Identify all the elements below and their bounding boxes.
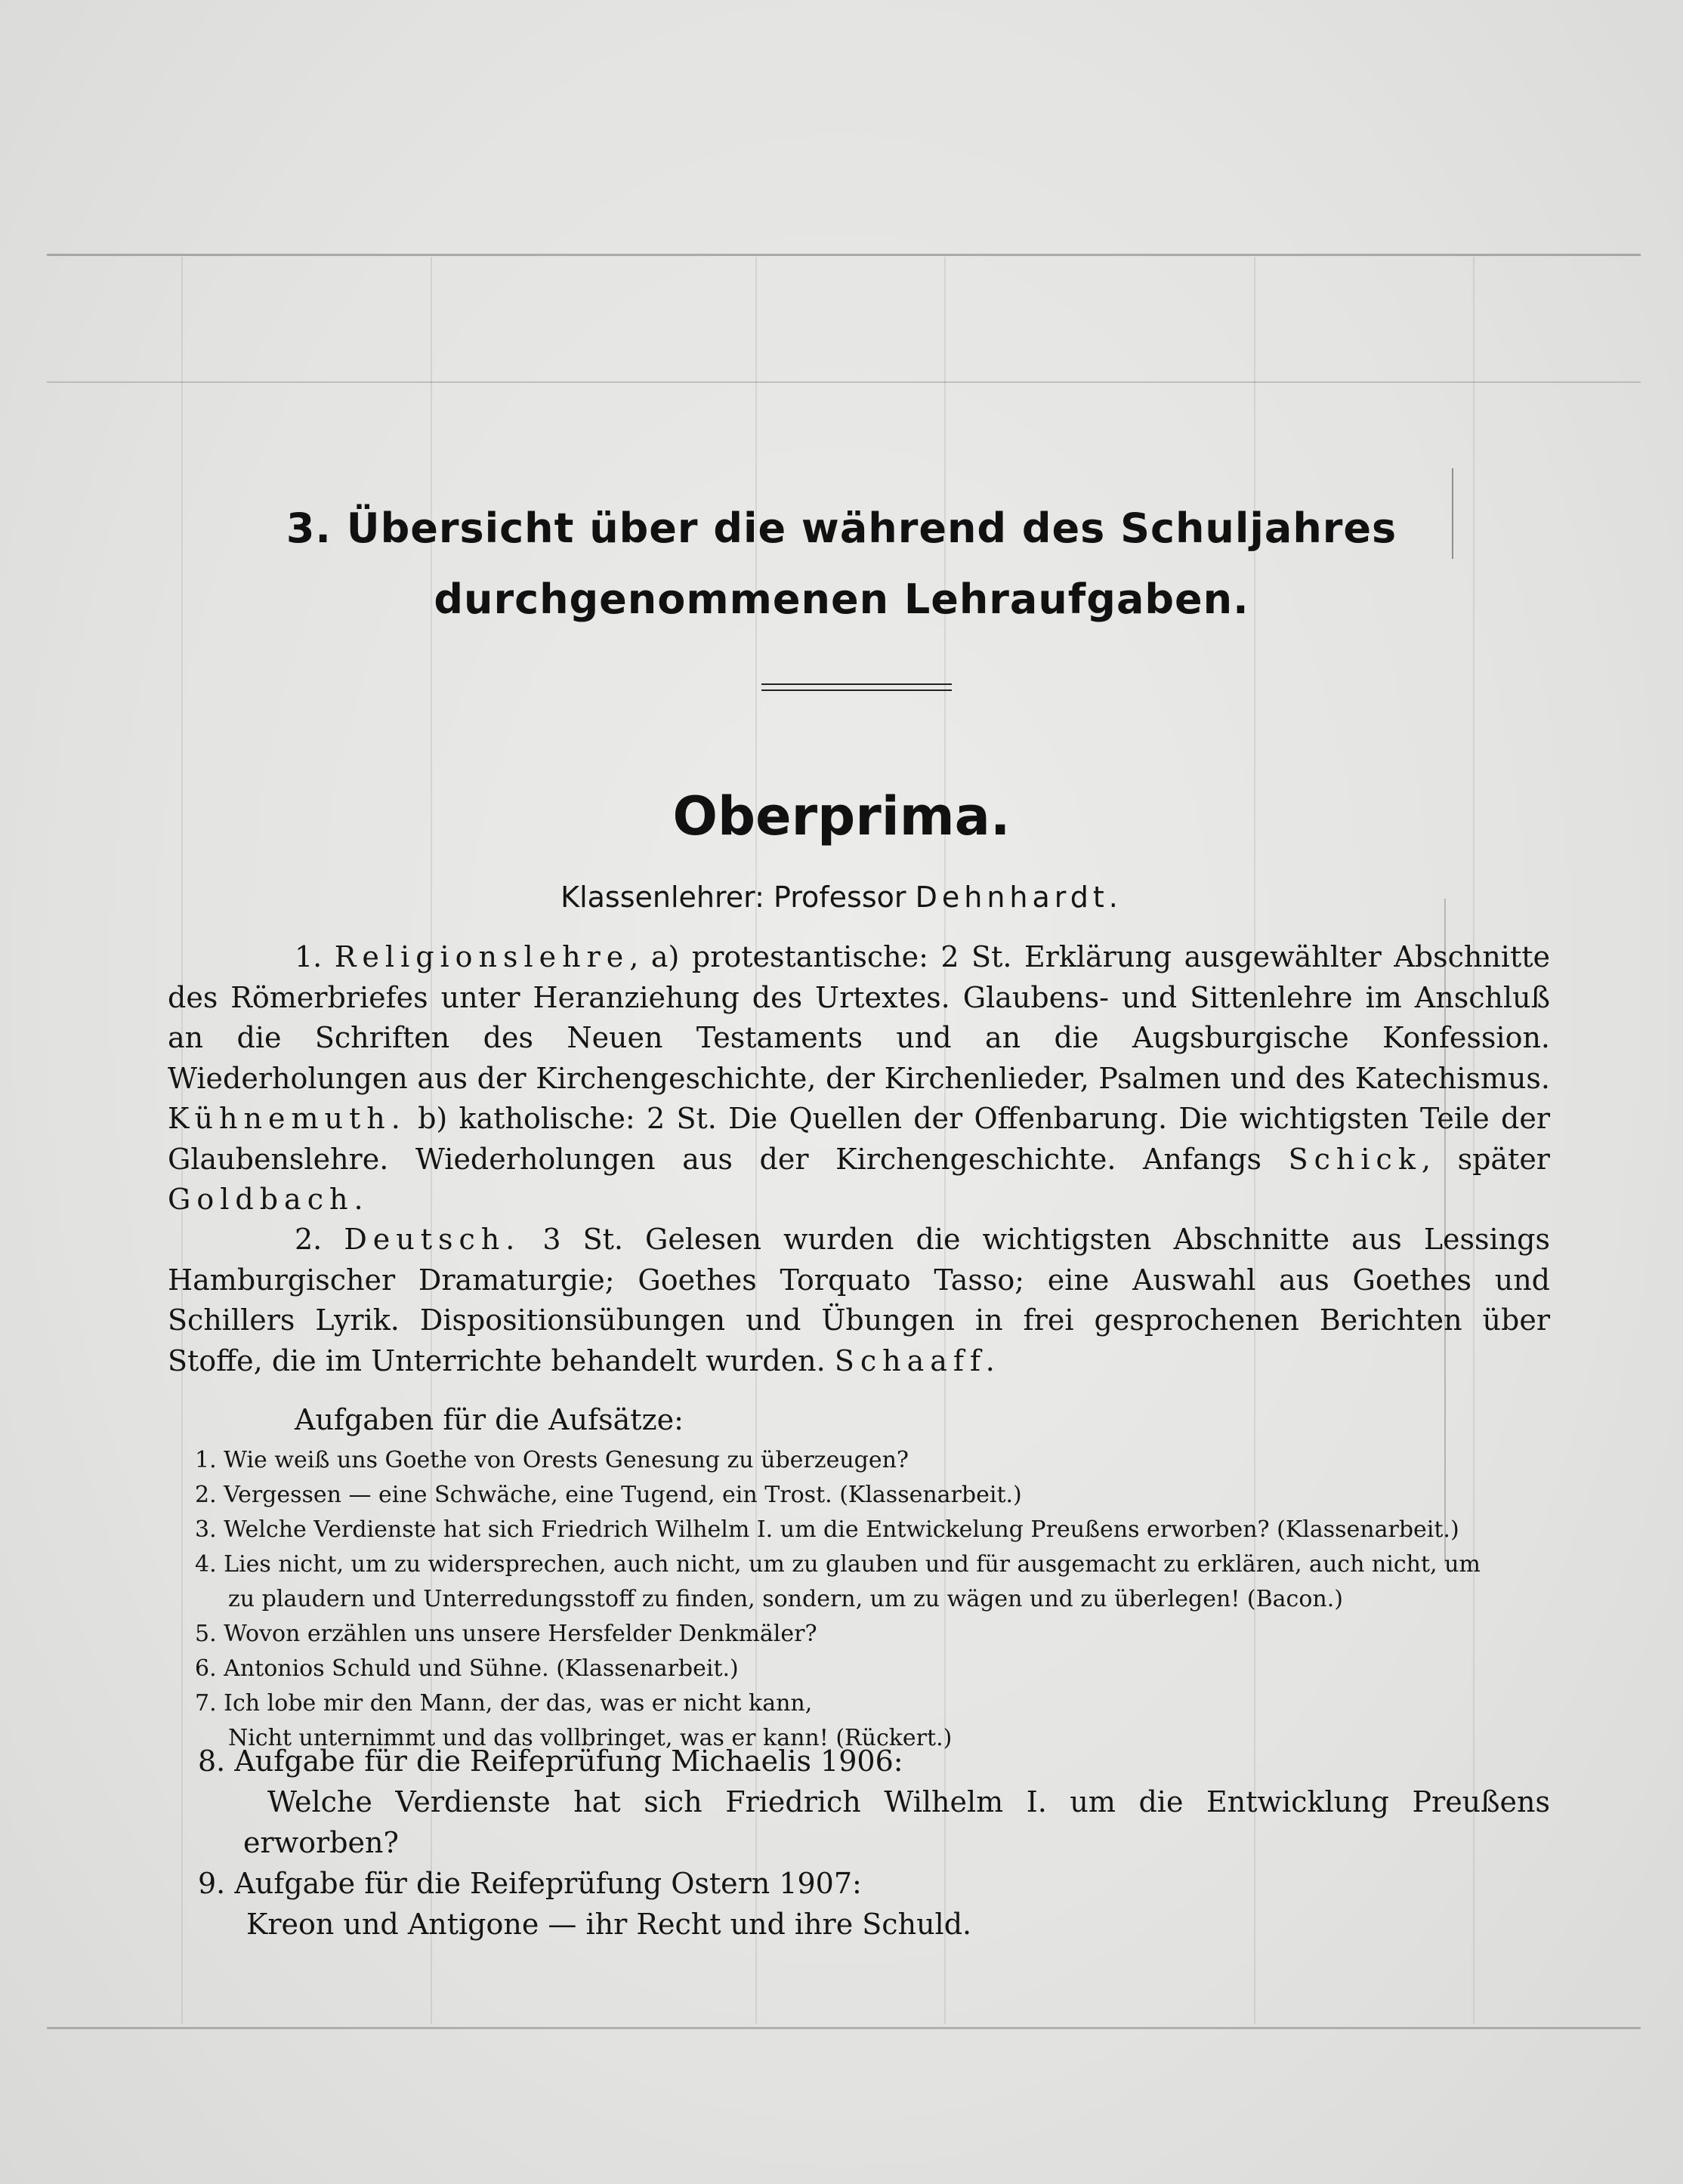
deutsch-subject: Deutsch. [344,1223,521,1256]
religion-teacher-protestant: Kühnemuth. [168,1102,406,1135]
essay-topic: 6. Antonios Schuld und Sühne. (Klassenarbeit.) [195,1655,739,1682]
section-divider [761,683,952,691]
religion-subject: Religionslehre [334,940,630,973]
essay-topic: 1. Wie weiß uns Goethe von Orests Genesung zu überzeugen? [195,1447,909,1473]
religion-teacher-catholic-later: Goldbach. [168,1183,369,1216]
exam-topic-ostern [198,1863,1550,1945]
bleed-through-rule-bottom [47,2027,1641,2029]
bleed-through-rule-header [47,381,1641,383]
deutsch-number: 2. [295,1223,323,1256]
bleed-through-rule-top [47,254,1641,256]
essay-topic: 3. Welche Verdienste hat sich Friedrich Wilhelm I. um die Entwickelung Preußens erworben? (Klassenarbeit.) [195,1516,1459,1543]
exam-topic-text: Welche Verdienste hat sich Friedrich Wilhelm I. um die Entwicklung Preußens [267,1785,1550,1818]
religion-text-later: , später [1421,1142,1550,1176]
section-title-continued: durchgenommenen Lehraufgaben. [434,575,1249,623]
exam-topic-text-continued: erworben? [243,1826,399,1859]
essay-topic: 2. Vergessen — eine Schwäche, eine Tugend, ein Trost. (Klassenarbeit.) [195,1482,1022,1508]
paragraph-religion [168,937,1550,1220]
essay-topic: 7. Ich lobe mir den Mann, der das, was er nicht kann, [195,1690,813,1717]
deutsch-teacher: Schaaff. [834,1343,1001,1377]
section-title: 3. Übersicht über die während des Schuljahres [286,504,1397,552]
exam-topic-text: Kreon und Antigone — ihr Recht und ihre Schuld. [246,1908,972,1941]
essay-topic-list [195,1443,1555,1756]
exam-heading: 8. Aufgabe für die Reifeprüfung Michaelis 1906: [198,1744,903,1778]
essays-label: Aufgaben für die Aufsätze: [295,1403,684,1436]
religion-number: 1. [295,940,323,973]
religion-text-protestant: , a) protestantische: 2 St. Erklärung ausgewählter Abschnitte des Römerbriefes unter Heranziehung des Urtextes. Glaubens- und Sittenlehre im Anschluß an die Schriften des Neuen Testaments und an die Augsburgische Konfession. Wiederholungen aus der Kirchengeschichte, der Kirchenlieder, Psalmen und des Katechismus. [168,940,1550,1095]
essay-topic-continued: zu plaudern und Unterredungsstoff zu finden, sondern, um zu wägen und zu überlegen! (Bacon.) [228,1586,1343,1612]
exam-heading: 9. Aufgabe für die Reifeprüfung Ostern 1907: [198,1867,862,1900]
essay-topic: 5. Wovon erzählen uns unsere Hersfelder Denkmäler? [195,1621,817,1647]
class-teacher-name: Dehnhardt. [915,881,1123,914]
paragraph-deutsch [168,1220,1550,1381]
class-teacher-label: Klassenlehrer: Professor [560,881,906,914]
essay-topic-continued: Nicht unternimmt und das vollbringet, was er kann! (Rückert.) [228,1725,953,1751]
religion-text-catholic: b) katholische: 2 St. Die Quellen der Offenbarung. Die wichtigsten Teile der Glaubenslehre. Wiederholungen aus der Kirchengeschichte. Anfangs [168,1102,1550,1176]
exam-topic-michaelis [198,1741,1550,1863]
religion-teacher-catholic-first: Schick [1288,1142,1422,1176]
class-teacher-line [0,881,1683,914]
essay-topic: 4. Lies nicht, um zu widersprechen, auch nicht, um zu glauben und für ausgemacht zu erklären, auch nicht, um [195,1551,1481,1578]
deutsch-text: 3 St. Gelesen wurden die wichtigsten Abschnitte aus Lessings Hamburgischer Dramaturgie; Goethes Torquato Tasso; eine Auswahl aus Goethes und Schillers Lyrik. Dispositionsübungen und Übungen in frei gesprochenen Berichten über Stoffe, die im Unterrichte behandelt wurden. [168,1223,1550,1377]
class-title: Oberprima. [672,785,1011,847]
